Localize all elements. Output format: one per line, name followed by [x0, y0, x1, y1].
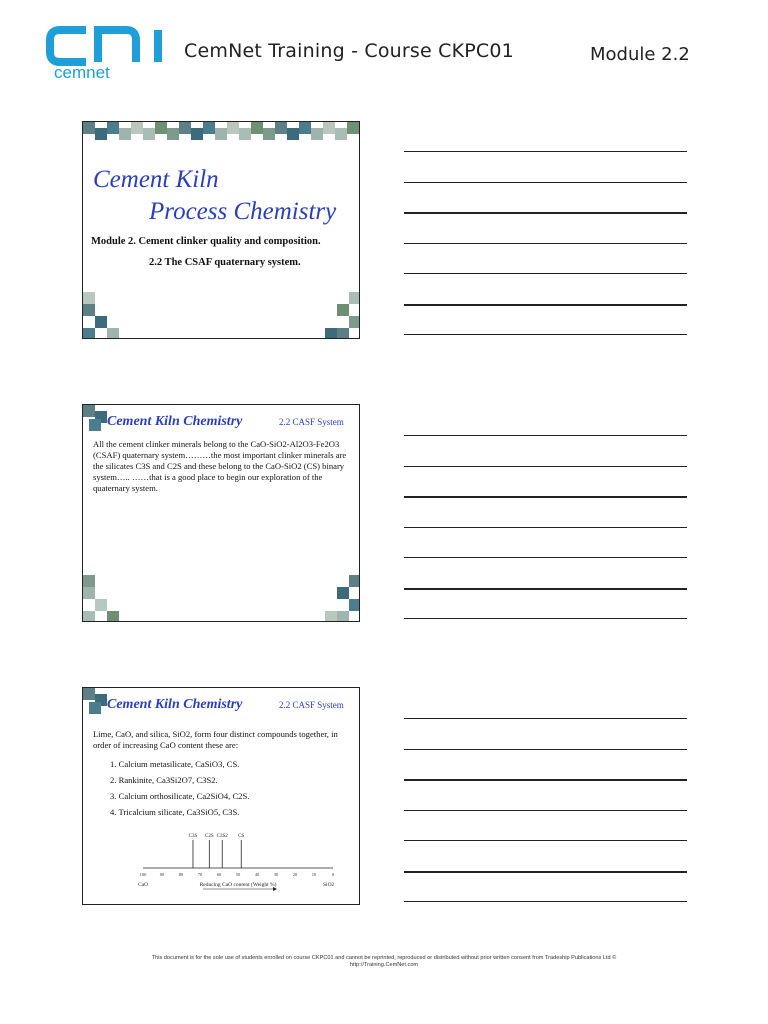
list-item: 2. Rankinite, Ca3Si2O7, C3S2.: [110, 775, 218, 785]
mosaic-tile: [107, 611, 119, 622]
note-line: [404, 749, 687, 750]
mosaic-tile: [191, 128, 203, 140]
note-line: [404, 334, 687, 335]
compound-label: C3S: [188, 834, 198, 839]
mosaic-tile: [215, 128, 227, 140]
tick-label: 70: [197, 872, 203, 877]
slide-tag: 2.2 CASF System: [279, 417, 344, 427]
note-line: [404, 557, 687, 558]
note-line: [404, 466, 687, 467]
mosaic-tile: [179, 122, 191, 134]
mosaic-tile: [337, 611, 349, 622]
mosaic-tile: [83, 587, 95, 599]
note-line: [404, 212, 687, 214]
mosaic-tile: [337, 304, 349, 316]
slide-1: [82, 121, 360, 339]
slide-section: 2.2 The CSAF quaternary system.: [149, 257, 301, 268]
mosaic-tile: [83, 304, 95, 316]
mosaic-tile: [325, 328, 337, 339]
footer-copyright: This document is for the sole use of students enrolled on course CKPC01 and cannot be reprinted, reproduced or distributed without prior written consent from Tradeship Publications Ltd ©: [151, 955, 617, 961]
mosaic-tile: [107, 328, 119, 339]
mosaic-tile: [251, 122, 263, 134]
note-line: [404, 779, 687, 781]
mosaic-tile: [337, 328, 349, 339]
tick-label: 90: [159, 872, 165, 877]
mosaic-tile: [349, 316, 360, 328]
mosaic-tile: [83, 328, 95, 339]
mosaic-tile: [95, 128, 107, 140]
document-title: CemNet Training - Course CKPC01: [184, 40, 514, 62]
mosaic-tile: [83, 292, 95, 304]
mosaic-tile: [95, 316, 107, 328]
tick-label: 40: [254, 872, 260, 877]
note-line: [404, 810, 687, 811]
mosaic-tile: [325, 611, 337, 622]
mosaic-tile: [83, 575, 95, 587]
note-line: [404, 871, 687, 873]
mosaic-tile: [83, 122, 95, 134]
compound-label: C2S: [204, 834, 214, 839]
mosaic-tile: [311, 128, 323, 140]
mosaic-tile: [95, 599, 107, 611]
tick-label: 0: [331, 872, 335, 877]
slide-body: All the cement clinker minerals belong to the CaO-SiO2-Al2O3-Fe2O3 (CSAF) quaternary system………the most important clinker minerals are the silicates C3S and C2S and these belong to the CaO-SiO2 (CS) binary system….. ……that is a good place to begin our exploration of the quaternary system.: [93, 439, 347, 493]
mosaic-tile: [239, 128, 251, 140]
note-line: [404, 304, 687, 306]
slide-heading: Cement Kiln Chemistry: [107, 697, 243, 712]
slide-subtitle: Module 2. Cement clinker quality and composition.: [91, 236, 321, 247]
mosaic-tile: [347, 122, 359, 134]
note-line: [404, 435, 687, 436]
slide-3: [82, 687, 360, 905]
compound-label: CS: [238, 834, 245, 839]
note-line: [404, 718, 687, 719]
mosaic-tile: [349, 575, 360, 587]
mosaic-tile: [275, 122, 287, 134]
mosaic-tile: [337, 587, 349, 599]
slide-title-line1: Cement Kiln: [93, 166, 219, 193]
tick-label: 60: [216, 872, 222, 877]
mosaic-tile: [119, 128, 131, 140]
axis-label: Reducing CaO content (Weight %): [199, 882, 277, 888]
footer-url: http://Training.CemNet.com: [349, 962, 419, 968]
cemnet-logo: [46, 22, 166, 80]
mosaic-tile: [89, 702, 101, 714]
mosaic-tile: [89, 419, 101, 431]
note-line: [404, 243, 687, 244]
slide-2: [82, 404, 360, 622]
mosaic-tile: [335, 128, 347, 140]
module-label: Module 2.2: [590, 44, 690, 65]
mosaic-tile: [155, 122, 167, 134]
tick-label: 50: [235, 872, 241, 877]
tick-label: 30: [273, 872, 279, 877]
svg-text:cemnet: cemnet: [54, 63, 110, 80]
mosaic-tile: [143, 128, 155, 140]
tick-label: 100: [139, 872, 147, 877]
mosaic-tile: [227, 122, 239, 134]
list-item: 4. Tricalcium silicate, Ca3SiO5, C3S.: [110, 807, 240, 817]
mosaic-tile: [287, 128, 299, 140]
note-line: [404, 496, 687, 498]
mosaic-tile: [83, 688, 95, 700]
note-line: [404, 901, 687, 902]
mosaic-tile: [83, 611, 95, 622]
mosaic-tile: [83, 405, 95, 417]
slide-title-line2: Process Chemistry: [149, 198, 337, 225]
note-line: [404, 840, 687, 841]
note-line: [404, 588, 687, 590]
cao-label: CaO: [138, 882, 149, 888]
tick-label: 20: [292, 872, 298, 877]
note-line: [404, 527, 687, 528]
mosaic-tile: [203, 122, 215, 134]
mosaic-tile: [349, 599, 360, 611]
slide-heading: Cement Kiln Chemistry: [107, 414, 243, 429]
sio2-label: SiO2: [323, 882, 335, 888]
cao-sio2-diagram: [123, 830, 353, 894]
list-item: 1. Calcium metasilicate, CaSiO3, CS.: [110, 759, 240, 769]
note-line: [404, 273, 687, 274]
note-line: [404, 151, 687, 152]
mosaic-tile: [359, 128, 360, 140]
mosaic-tile: [263, 128, 275, 140]
mosaic-tile: [299, 122, 311, 134]
compound-label: C3S2: [216, 834, 228, 839]
mosaic-tile: [131, 122, 143, 134]
mosaic-tile: [167, 128, 179, 140]
note-line: [404, 182, 687, 183]
tick-label: 80: [178, 872, 184, 877]
tick-label: 10: [311, 872, 317, 877]
mosaic-tile: [107, 122, 119, 134]
mosaic-tile: [349, 292, 360, 304]
note-line: [404, 618, 687, 619]
list-item: 3. Calcium orthosilicate, Ca2SiO4, C2S.: [110, 791, 250, 801]
mosaic-tile: [323, 122, 335, 134]
slide-intro: Lime, CaO, and silica, SiO2, form four distinct compounds together, in order of increasing CaO content these are:: [93, 729, 338, 750]
slide-tag: 2.2 CASF System: [279, 700, 344, 710]
